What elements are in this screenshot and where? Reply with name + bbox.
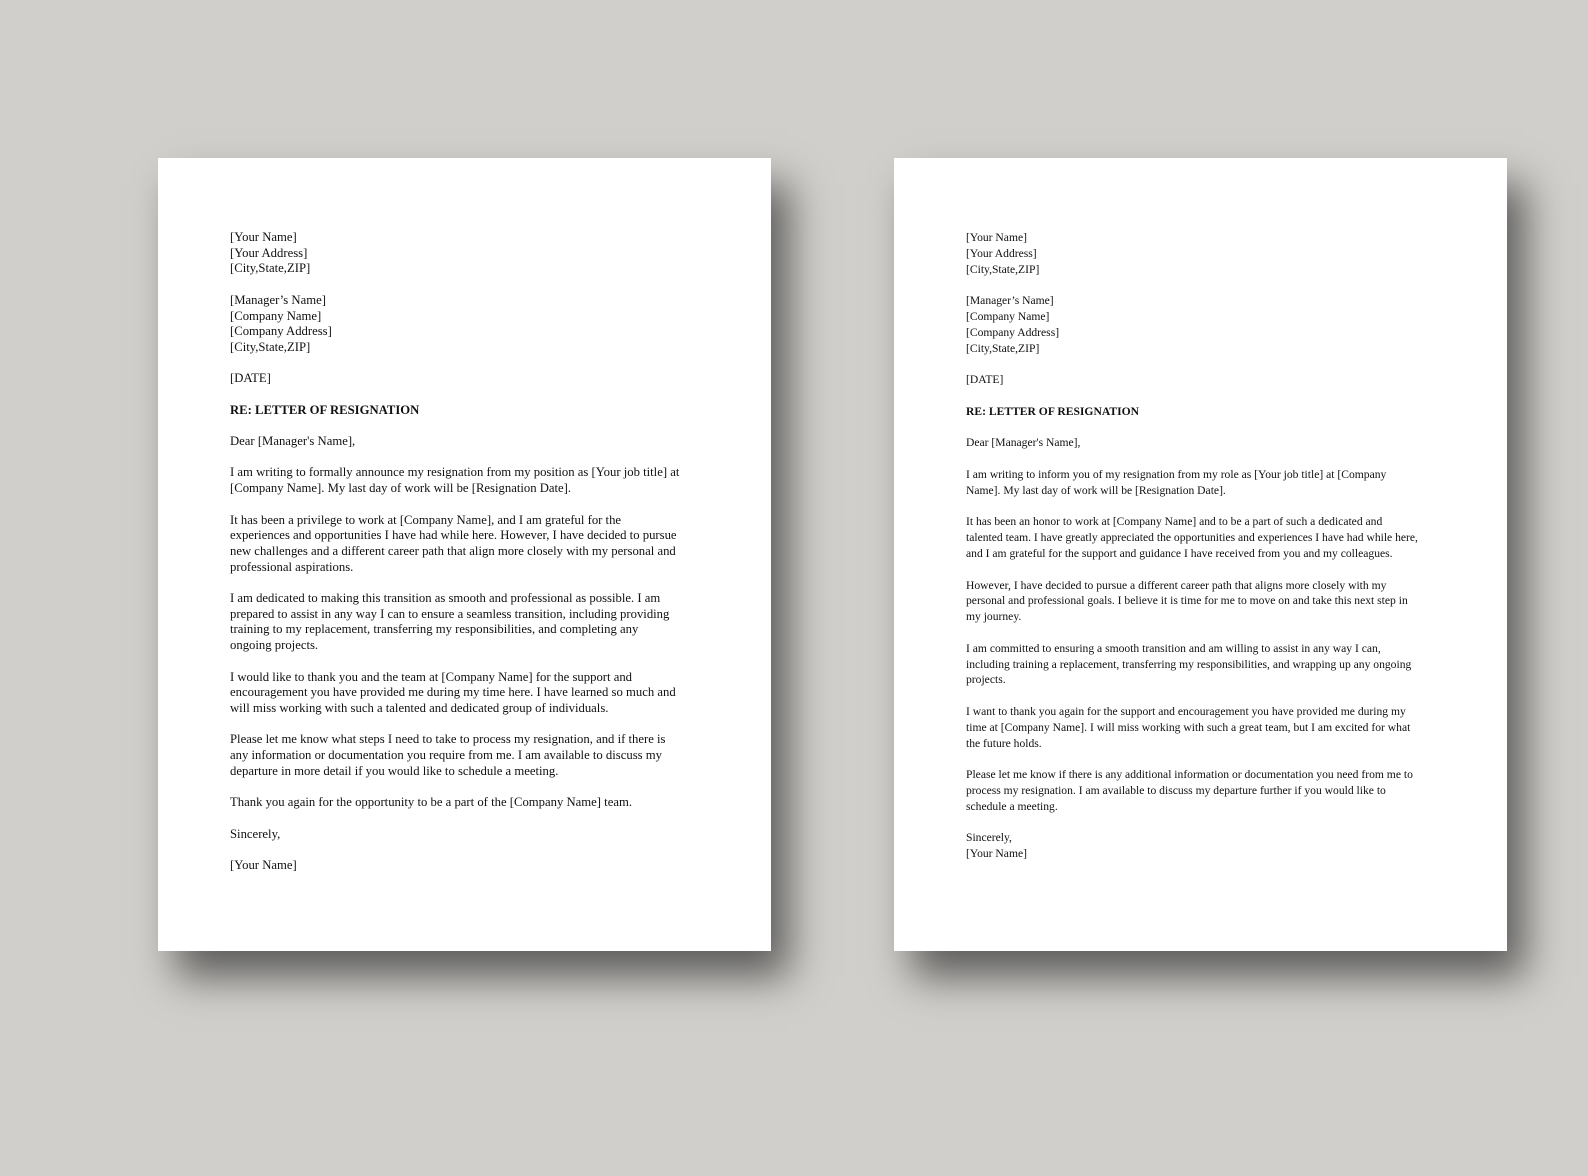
- letter-signature: [Your Name]: [966, 847, 1027, 861]
- paragraph-line: Please let me know if there is any additional information or documentation you need from me to: [966, 768, 1413, 782]
- letter-subject: RE: LETTER OF RESIGNATION: [230, 402, 420, 417]
- letter-closing: Sincerely,: [966, 831, 1012, 845]
- paragraph-line: departure in more detail if you would like to schedule a meeting.: [230, 763, 559, 778]
- paragraph-line: ongoing projects.: [230, 638, 319, 653]
- recipient-city: [City,State,ZIP]: [230, 339, 311, 354]
- sender-name: [Your Name]: [966, 231, 1027, 244]
- sender-address: [Your Address]: [230, 245, 308, 260]
- sender-block: [230, 230, 704, 277]
- paragraph-4: [230, 670, 704, 717]
- recipient-address: [Company Address]: [966, 325, 1060, 339]
- sender-city: [City,State,ZIP]: [966, 262, 1040, 276]
- sender-name: [Your Name]: [230, 230, 297, 244]
- letter-closing: Sincerely,: [230, 826, 281, 841]
- paragraph-line: and I am grateful for the support and guidance I have received from you and my colleagues.: [966, 546, 1393, 560]
- sender-block: [966, 230, 1438, 277]
- paragraph-line: Please let me know what steps I need to take to process my resignation, and if there is: [230, 732, 666, 747]
- letter-subject: RE: LETTER OF RESIGNATION: [966, 404, 1139, 418]
- paragraph-4: [966, 641, 1438, 688]
- paragraph-line: my journey.: [966, 610, 1022, 624]
- paragraph-line: the future holds.: [966, 736, 1042, 750]
- paragraph-line: professional aspirations.: [230, 559, 354, 574]
- paragraph-line: process my resignation. I am available to discuss my departure further if you would like to: [966, 783, 1386, 797]
- paragraph-line: [Company Name]. My last day of work will be [Resignation Date].: [230, 481, 572, 496]
- letter-page-2: [894, 158, 1507, 951]
- paragraph-line: It has been an honor to work at [Company Name] and to be a part of such a dedicated and: [966, 515, 1383, 529]
- paragraph-line: projects.: [966, 673, 1006, 687]
- recipient-company: [Company Name]: [966, 309, 1050, 323]
- paragraph-2: [230, 513, 704, 576]
- paragraph-line: will miss working with such a talented and dedicated group of individuals.: [230, 700, 609, 715]
- paragraph-line: Thank you again for the opportunity to be a part of the [Company Name] team.: [230, 795, 633, 810]
- letter-salutation: Dear [Manager's Name],: [230, 434, 356, 449]
- paragraph-line: I am writing to inform you of my resignation from my role as [Your job title] at [Company: [966, 467, 1387, 481]
- paragraph-line: prepared to assist in any way I can to ensure a seamless transition, including providing: [230, 606, 670, 621]
- recipient-manager: [Manager’s Name]: [230, 292, 326, 307]
- recipient-company: [Company Name]: [230, 308, 322, 323]
- recipient-manager: [Manager’s Name]: [966, 294, 1054, 308]
- recipient-city: [City,State,ZIP]: [966, 341, 1040, 355]
- paragraph-line: I am dedicated to making this transition as smooth and professional as possible. I am: [230, 591, 661, 606]
- paragraph-line: time at [Company Name]. I will miss working with such a great team, but I am excited for what: [966, 720, 1411, 734]
- paragraph-6: [966, 767, 1438, 814]
- paragraph-line: new challenges and a different career path that align more closely with my personal and: [230, 543, 676, 558]
- paragraph-line: It has been a privilege to work at [Company Name], and I am grateful for the: [230, 512, 622, 527]
- letter-date: [DATE]: [966, 373, 1004, 387]
- paragraph-1: [230, 465, 704, 496]
- letter-page-1: [158, 158, 771, 951]
- letter-date: [DATE]: [230, 371, 271, 386]
- letter-body: [230, 230, 704, 874]
- letter-body: [966, 230, 1438, 862]
- letter-salutation: Dear [Manager's Name],: [966, 436, 1081, 450]
- paragraph-6: [230, 795, 704, 811]
- letter-signature: [Your Name]: [230, 857, 297, 872]
- paragraph-3: [230, 591, 704, 654]
- paragraph-5: [966, 704, 1438, 751]
- recipient-block: [966, 293, 1438, 356]
- recipient-address: [Company Address]: [230, 324, 332, 339]
- paragraph-line: training to my replacement, transferring my responsibilities, and completing any: [230, 622, 639, 637]
- paragraph-line: I would like to thank you and the team at [Company Name] for the support and: [230, 669, 633, 684]
- paragraph-line: personal and professional goals. I believe it is time for me to move on and take this next step in: [966, 594, 1408, 608]
- paragraph-line: encouragement you have provided me during my time here. I have learned so much and: [230, 685, 676, 700]
- paragraph-line: Name]. My last day of work will be [Resignation Date].: [966, 483, 1226, 497]
- paragraph-line: including training a replacement, transferring my responsibilities, and wrapping up any ongoing: [966, 657, 1412, 671]
- paragraph-line: I want to thank you again for the support and encouragement you have provided me during my: [966, 704, 1406, 718]
- sender-address: [Your Address]: [966, 246, 1037, 260]
- paragraph-line: talented team. I have greatly appreciated the opportunities and experiences I have had while here,: [966, 531, 1418, 545]
- paragraph-line: I am writing to formally announce my resignation from my position as [Your job title] at: [230, 465, 680, 480]
- paragraph-5: [230, 732, 704, 779]
- recipient-block: [230, 293, 704, 356]
- paragraph-line: schedule a meeting.: [966, 799, 1058, 813]
- paragraph-line: any information or documentation you require from me. I am available to discuss my: [230, 748, 662, 763]
- sender-city: [City,State,ZIP]: [230, 261, 311, 276]
- paragraph-2: [966, 514, 1438, 561]
- paragraph-line: However, I have decided to pursue a different career path that aligns more closely with my: [966, 578, 1387, 592]
- paragraph-line: I am committed to ensuring a smooth transition and am willing to assist in any way I can,: [966, 641, 1381, 655]
- paragraph-line: experiences and opportunities I have had while here. However, I have decided to pursue: [230, 528, 677, 543]
- paragraph-3: [966, 578, 1438, 625]
- paragraph-1: [966, 467, 1438, 499]
